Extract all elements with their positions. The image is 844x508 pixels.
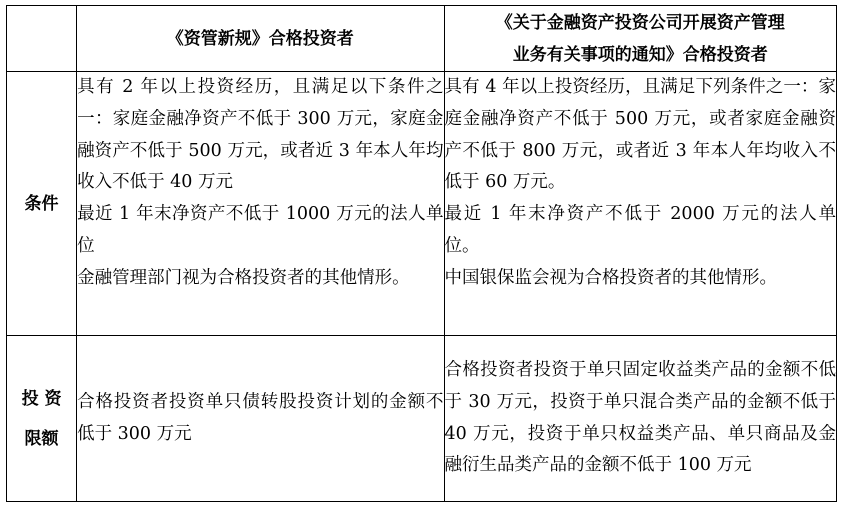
investment-limit-notice-text: 合格投资者投资于单只固定收益类产品的金额不低于 30 万元，投资于单只混合类产品的金额不低于 40 万元，投资于单只权益类产品、单只商品及金融衍生品类产品的金额不低于 100 万元 xyxy=(444,359,836,476)
conditions-new-regs-item-1: 具有 2 年以上投资经历，且满足以下条件之一：家庭金融净资产不低于 300 万元，家庭金融资产不低于 500 万元，或者近 3 年本人年均收入不低于 40 万元 xyxy=(77,77,444,193)
header-notice-line1: 《关于金融资产投资公司开展资产管理 xyxy=(495,12,785,33)
header-row xyxy=(7,6,837,72)
conditions-row xyxy=(7,72,837,336)
conditions-notice-cell xyxy=(444,72,836,336)
investment-limit-row xyxy=(7,336,837,502)
conditions-notice-item-2: 最近 1 年末净资产不低于 2000 万元的法人单位。 xyxy=(444,204,836,256)
header-notice-line2: 业务有关事项的通知》合格投资者 xyxy=(512,44,768,65)
header-notice xyxy=(444,6,836,72)
conditions-new-regs-item-2: 最近 1 年末净资产不低于 1000 万元的法人单位 xyxy=(77,204,444,256)
header-new-regs-label: 《资管新规》合格投资者 xyxy=(166,28,354,49)
comparison-table xyxy=(6,5,837,502)
investment-limit-new-regs-cell xyxy=(77,336,444,502)
header-blank-cell xyxy=(7,6,77,72)
investment-limit-new-regs-text: 合格投资者投资单只债转股投资计划的金额不低于 300 万元 xyxy=(77,391,444,444)
investment-limit-label-line1: 投 资 xyxy=(21,388,62,409)
conditions-label: 条件 xyxy=(7,72,77,336)
conditions-notice-item-3: 中国银保监会视为合格投资者的其他情形。 xyxy=(444,267,778,288)
investment-limit-notice-cell xyxy=(444,336,836,502)
conditions-new-regs-item-3: 金融管理部门视为合格投资者的其他情形。 xyxy=(77,267,410,288)
investment-limit-label-line2: 限额 xyxy=(24,428,59,449)
conditions-notice-item-1: 具有 4 年以上投资经历，且满足下列条件之一：家庭金融净资产不低于 500 万元，或者家庭金融资产不低于 800 万元，或者近 3 年本人年均收入不低于 60 万元。 xyxy=(444,77,836,193)
investment-limit-label xyxy=(7,336,77,502)
header-new-regs xyxy=(77,6,444,72)
conditions-new-regs-cell xyxy=(77,72,444,336)
